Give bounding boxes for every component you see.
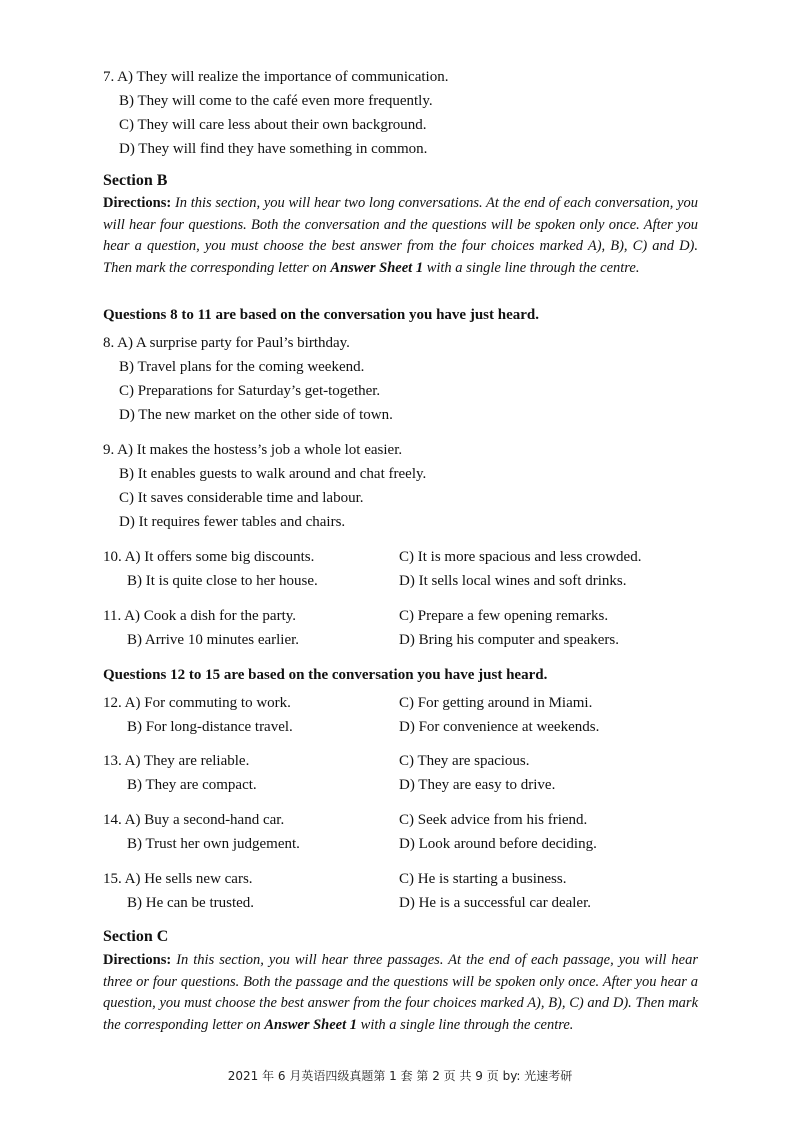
directions-text: In this section, you will hear two long conversations. At the end of each conversation, you will hear four questions. Both the conversation and the questions will be spoken only once. After you hear a question, you must choose the best answer from the four choices marked A), B), C) and D). Then mark the corresponding letter on [103,195,699,276]
q7-option-b: B) They will come to the café even more frequently. [119,93,433,109]
q10-option-a: 10. A) It offers some big discounts. [103,549,315,565]
q12-option-c: C) For getting around in Miami. [399,695,593,711]
directions-text-end: with a single line through the centre. [360,1016,574,1033]
page-footer: 2021 年 6 月英语四级真题第 1 套 第 2 页 共 9 页 by: 光速考研 [227,1069,573,1083]
q14-option-b: B) Trust her own judgement. [127,836,300,852]
q11-option-c: C) Prepare a few opening remarks. [399,608,609,624]
directions-label: Directions: [103,195,172,211]
q10-option-b: B) It is quite close to her house. [127,573,318,589]
q12-option-a: 12. A) For commuting to work. [103,695,291,711]
section-b-directions [103,193,698,279]
q13-option-a: 13. A) They are reliable. [103,753,250,769]
q9-option-d: D) It requires fewer tables and chairs. [119,514,346,530]
q11-option-b: B) Arrive 10 minutes earlier. [127,632,300,648]
directions-text: In this section, you will hear three passages. At the end of each passage, you will hear three or four questions. Both the passage and the questions will be spoken only once. After you hear a question, you must choose the best answer from the four choices marked A), B), C) and D). Then mark the corresponding letter on [103,952,698,1033]
q13-option-b: B) They are compact. [127,777,257,793]
group1-heading: Questions 8 to 11 are based on the conversation you have just heard. [103,307,539,323]
q13-option-d: D) They are easy to drive. [399,777,556,793]
section-c-directions [103,950,698,1036]
q7-option-d: D) They will find they have something in common. [119,141,428,157]
section-c-title: Section C [103,928,169,945]
q9-option-c: C) It saves considerable time and labour. [119,490,364,506]
q9-option-b: B) It enables guests to walk around and chat freely. [119,466,427,482]
q15-option-b: B) He can be trusted. [127,895,255,911]
answer-sheet-ref: Answer Sheet 1 [330,259,424,276]
q8-option-c: C) Preparations for Saturday’s get-together. [119,383,381,399]
q8-option-a: 8. A) A surprise party for Paul’s birthday. [103,335,350,351]
directions-label: Directions: [103,952,172,968]
q8-option-b: B) Travel plans for the coming weekend. [119,359,365,375]
q7-option-a: 7. A) They will realize the importance of communication. [103,69,449,85]
q10-option-c: C) It is more spacious and less crowded. [399,549,642,565]
q11-option-a: 11. A) Cook a dish for the party. [103,608,297,624]
q14-option-a: 14. A) Buy a second-hand car. [103,812,285,828]
q7-option-c: C) They will care less about their own background. [119,117,427,133]
section-b-title: Section B [103,172,168,189]
q15-option-d: D) He is a successful car dealer. [399,895,591,911]
q15-option-a: 15. A) He sells new cars. [103,871,253,887]
q9-option-a: 9. A) It makes the hostess’s job a whole lot easier. [103,442,403,458]
q14-option-d: D) Look around before deciding. [399,836,597,852]
q14-option-c: C) Seek advice from his friend. [399,812,588,828]
q8-option-d: D) The new market on the other side of town. [119,407,393,423]
q11-option-d: D) Bring his computer and speakers. [399,632,619,648]
answer-sheet-ref: Answer Sheet 1 [264,1016,358,1033]
q10-option-d: D) It sells local wines and soft drinks. [399,573,627,589]
directions-text-end: with a single line through the centre. [426,259,640,276]
q13-option-c: C) They are spacious. [399,753,530,769]
q12-option-b: B) For long-distance travel. [127,719,293,735]
q12-option-d: D) For convenience at weekends. [399,719,600,735]
q15-option-c: C) He is starting a business. [399,871,567,887]
group2-heading: Questions 12 to 15 are based on the conversation you have just heard. [103,667,548,683]
